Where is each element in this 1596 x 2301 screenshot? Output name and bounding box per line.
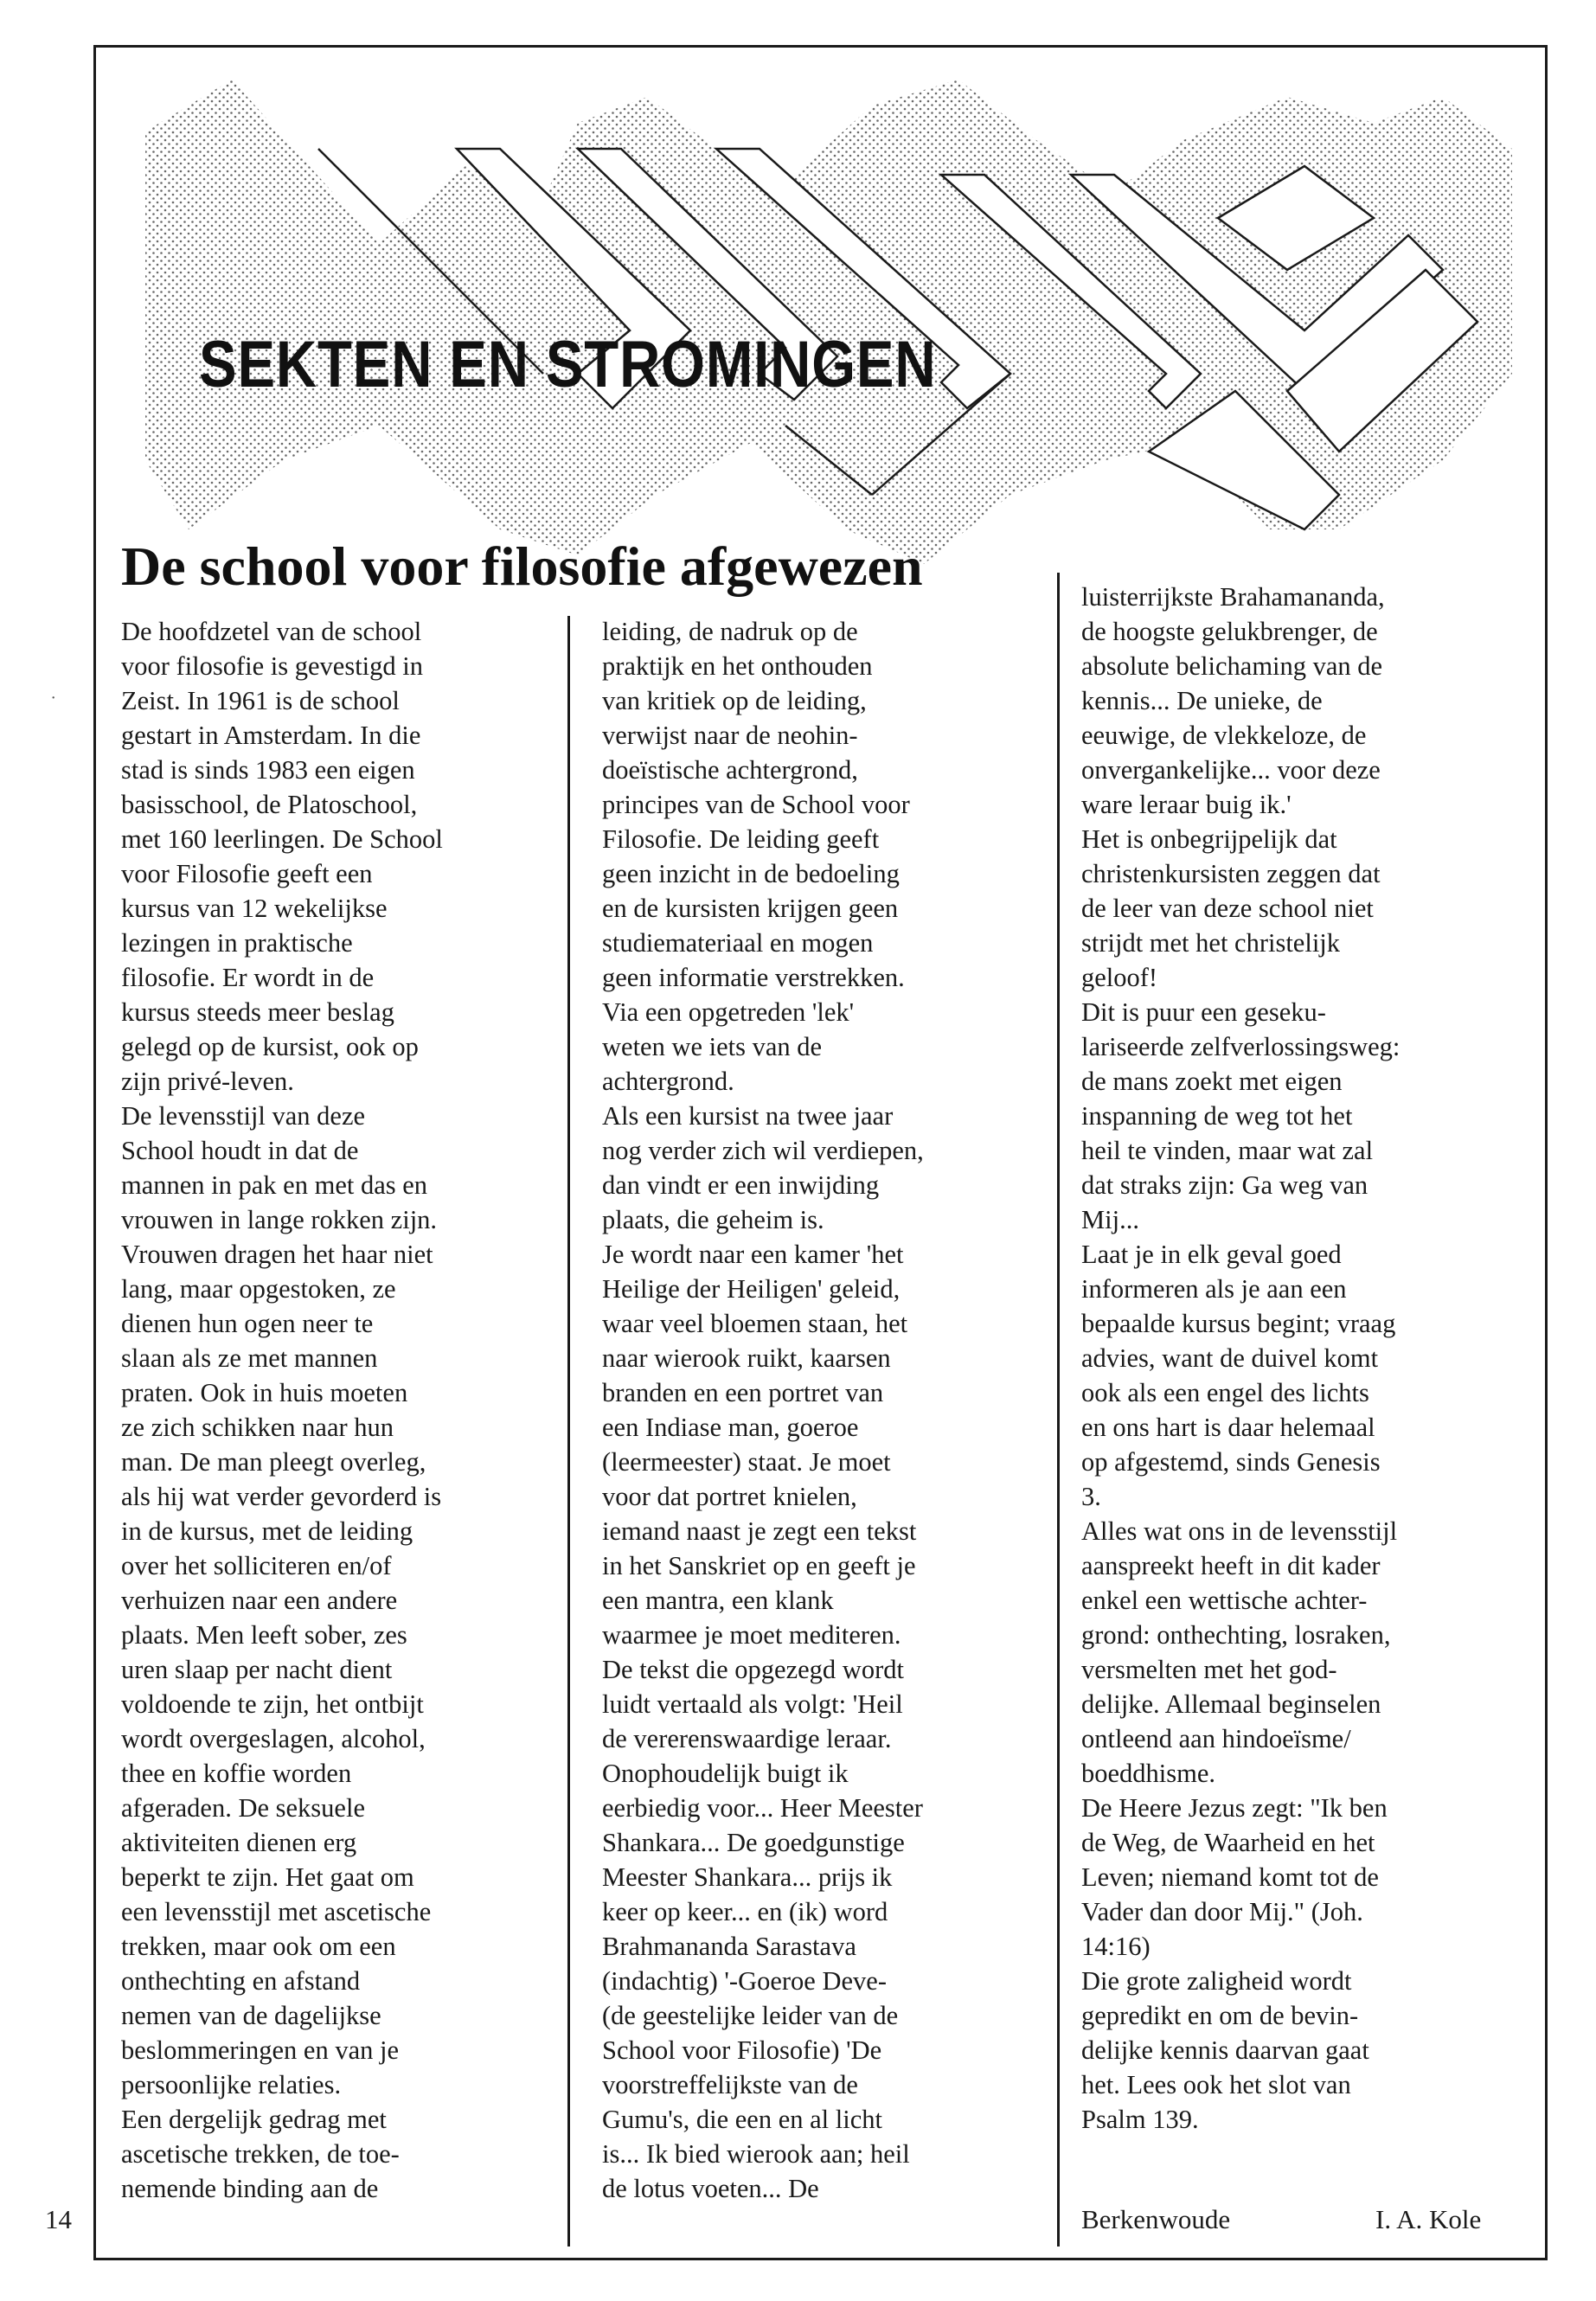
text-line: eeuwige, de vlekkeloze, de: [1081, 721, 1367, 750]
section-title: SEKTEN EN STROMINGEN: [199, 328, 937, 401]
text-line: (de geestelijke leider van de: [602, 2001, 899, 2030]
text-line: Shankara... De goedgunstige: [602, 1828, 905, 1857]
text-line: basisschool, de Platoschool,: [121, 790, 418, 819]
text-line: aktiviteiten dienen erg: [121, 1828, 357, 1857]
text-line: slaan als ze met mannen: [121, 1343, 378, 1373]
text-line: waarmee je moet mediteren.: [602, 1620, 901, 1650]
text-line: Die grote zaligheid wordt: [1081, 1966, 1352, 1996]
text-line: Psalm 139.: [1081, 2105, 1199, 2134]
text-line: ascetische trekken, de toe-: [121, 2139, 400, 2169]
text-line: informeren als je aan een: [1081, 1274, 1347, 1304]
text-line: grond: onthechting, losraken,: [1081, 1620, 1391, 1650]
column-divider: [1057, 573, 1060, 2247]
text-line: in de kursus, met de leiding: [121, 1516, 413, 1546]
text-line: Het is onbegrijpelijk dat: [1081, 824, 1337, 854]
text-line: advies, want de duivel komt: [1081, 1343, 1379, 1373]
text-line: onthechting en afstand: [121, 1966, 361, 1996]
text-line: vrouwen in lange rokken zijn.: [121, 1205, 438, 1234]
text-line: de vererenswaardige leraar.: [602, 1724, 892, 1753]
text-line: delijke kennis daarvan gaat: [1081, 2035, 1369, 2065]
text-line: ze zich schikken naar hun: [121, 1413, 394, 1442]
text-line: lezingen in praktische: [121, 928, 353, 958]
text-line: inspanning de weg tot het: [1081, 1101, 1353, 1131]
text-line: en de kursisten krijgen geen: [602, 894, 899, 923]
text-line: geen inzicht in de bedoeling: [602, 859, 900, 888]
text-line: De tekst die opgezegd wordt: [602, 1655, 904, 1684]
text-line: kursus van 12 wekelijkse: [121, 894, 388, 923]
text-line: de hoogste gelukbrenger, de: [1081, 617, 1378, 646]
text-line: enkel een wettische achter-: [1081, 1586, 1368, 1615]
text-line: een mantra, een klank: [602, 1586, 834, 1615]
text-line: afgeraden. De seksuele: [121, 1793, 365, 1823]
text-line: eerbiedig voor... Heer Meester: [602, 1793, 923, 1823]
text-line: Vader dan door Mij." (Joh.: [1081, 1897, 1363, 1926]
text-line: voorstreffelijkste van de: [602, 2070, 858, 2099]
text-line: luidt vertaald als volgt: 'Heil: [602, 1689, 903, 1719]
text-line: Alles wat ons in de levensstijl: [1081, 1516, 1398, 1546]
text-line: verhuizen naar een andere: [121, 1586, 398, 1615]
text-line: heil te vinden, maar wat zal: [1081, 1136, 1374, 1165]
text-line: voor filosofie is gevestigd in: [121, 651, 424, 681]
text-line: over het solliciteren en/of: [121, 1551, 392, 1580]
text-line: kursus steeds meer beslag: [121, 997, 394, 1027]
text-line: ware leraar buig ik.': [1081, 790, 1292, 819]
text-line: geloof!: [1081, 963, 1158, 992]
column-divider: [567, 616, 570, 2247]
text-line: studiemateriaal en mogen: [602, 928, 874, 958]
text-line: Een dergelijk gedrag met: [121, 2105, 387, 2134]
text-line: Meester Shankara... prijs ik: [602, 1862, 893, 1892]
text-line: Je wordt naar een kamer 'het: [602, 1240, 904, 1269]
text-line: doeïstische achtergrond,: [602, 755, 858, 785]
text-line: nemen van de dagelijkse: [121, 2001, 381, 2030]
signature-author: I. A. Kole: [1375, 2204, 1482, 2234]
text-line: Leven; niemand komt tot de: [1081, 1862, 1379, 1892]
text-line: De hoofdzetel van de school: [121, 617, 422, 646]
text-line: Via een opgetreden 'lek': [602, 997, 855, 1027]
text-line: nemende binding aan de: [121, 2174, 379, 2203]
text-line: voldoende te zijn, het ontbijt: [121, 1689, 424, 1719]
text-line: de Weg, de Waarheid en het: [1081, 1828, 1375, 1857]
text-line: 3.: [1081, 1482, 1101, 1511]
text-line: als hij wat verder gevorderd is: [121, 1482, 442, 1511]
page-number: 14: [45, 2204, 72, 2234]
text-line: branden en een portret van: [602, 1378, 884, 1407]
text-line: lariseerde zelfverlossingsweg:: [1081, 1032, 1401, 1061]
text-line: Onophoudelijk buigt ik: [602, 1759, 849, 1788]
signature-place: Berkenwoude: [1081, 2204, 1231, 2234]
text-line: voor dat portret knielen,: [602, 1482, 857, 1511]
text-line: in het Sanskriet op en geeft je: [602, 1551, 916, 1580]
text-line: verwijst naar de neohin-: [602, 721, 858, 750]
text-line: dat straks zijn: Ga weg van: [1081, 1170, 1368, 1200]
text-line: is... Ik bied wierook aan; heil: [602, 2139, 910, 2169]
text-line: mannen in pak en met das en: [121, 1170, 428, 1200]
text-line: Gumu's, die een en al licht: [602, 2105, 882, 2134]
text-line: gepredikt en om de bevin-: [1081, 2001, 1359, 2030]
text-line: strijdt met het christelijk: [1081, 928, 1341, 958]
text-line: ook als een engel des lichts: [1081, 1378, 1369, 1407]
text-line: leiding, de nadruk op de: [602, 617, 858, 646]
margin-mark: ˙: [50, 692, 57, 714]
text-line: een Indiase man, goeroe: [602, 1413, 859, 1442]
text-line: De levensstijl van deze: [121, 1101, 366, 1131]
text-line: dan vindt er een inwijding: [602, 1170, 880, 1200]
text-line: de leer van deze school niet: [1081, 894, 1374, 923]
text-line: voor Filosofie geeft een: [121, 859, 373, 888]
article-column-3: [1081, 580, 1522, 2137]
text-line: luisterrijkste Brahamananda,: [1081, 582, 1385, 612]
text-line: naar wierook ruikt, kaarsen: [602, 1343, 891, 1373]
text-line: van kritiek op de leiding,: [602, 686, 867, 715]
article-column-1: [121, 614, 554, 2206]
text-line: het. Lees ook het slot van: [1081, 2070, 1351, 2099]
text-line: een levensstijl met ascetische: [121, 1897, 432, 1926]
text-line: christenkursisten zeggen dat: [1081, 859, 1381, 888]
text-line: nog verder zich wil verdiepen,: [602, 1136, 924, 1165]
text-line: persoonlijke relaties.: [121, 2070, 342, 2099]
text-line: Heilige der Heiligen' geleid,: [602, 1274, 901, 1304]
text-line: op afgestemd, sinds Genesis: [1081, 1447, 1381, 1477]
text-line: Laat je in elk geval goed: [1081, 1240, 1342, 1269]
text-line: praktijk en het onthouden: [602, 651, 873, 681]
text-line: bepaalde kursus begint; vraag: [1081, 1309, 1396, 1338]
text-line: aanspreekt heeft in dit kader: [1081, 1551, 1381, 1580]
text-line: stad is sinds 1983 een eigen: [121, 755, 415, 785]
text-line: ontleend aan hindoeïsme/: [1081, 1724, 1351, 1753]
text-line: de lotus voeten... De: [602, 2174, 819, 2203]
text-line: onvergankelijke... voor deze: [1081, 755, 1381, 785]
text-line: waar veel bloemen staan, het: [602, 1309, 908, 1338]
header-banner-graphic: [93, 45, 1548, 581]
text-line: (leermeester) staat. Je moet: [602, 1447, 891, 1477]
text-line: gelegd op de kursist, ook op: [121, 1032, 419, 1061]
text-line: uren slaap per nacht dient: [121, 1655, 393, 1684]
text-line: Dit is puur een geseku-: [1081, 997, 1326, 1027]
text-line: gestart in Amsterdam. In die: [121, 721, 421, 750]
text-line: met 160 leerlingen. De School: [121, 824, 443, 854]
text-line: School houdt in dat de: [121, 1136, 359, 1165]
text-line: 14:16): [1081, 1932, 1151, 1961]
text-line: plaats, die geheim is.: [602, 1205, 824, 1234]
text-line: absolute belichaming van de: [1081, 651, 1383, 681]
text-line: Als een kursist na twee jaar: [602, 1101, 894, 1131]
text-line: Vrouwen dragen het haar niet: [121, 1240, 433, 1269]
text-line: principes van de School voor: [602, 790, 910, 819]
text-line: weten we iets van de: [602, 1032, 823, 1061]
text-line: achtergrond.: [602, 1067, 734, 1096]
text-line: keer op keer... en (ik) word: [602, 1897, 888, 1926]
text-line: en ons hart is daar helemaal: [1081, 1413, 1375, 1442]
article-title: De school voor filosofie afgewezen: [121, 535, 923, 597]
text-line: trekken, maar ook om een: [121, 1932, 396, 1961]
text-line: Filosofie. De leiding geeft: [602, 824, 880, 854]
text-line: wordt overgeslagen, alcohol,: [121, 1724, 426, 1753]
text-line: Brahmananda Sarastava: [602, 1932, 856, 1961]
text-line: kennis... De unieke, de: [1081, 686, 1323, 715]
text-line: geen informatie verstrekken.: [602, 963, 905, 992]
text-line: Mij...: [1081, 1205, 1139, 1234]
text-line: beslommeringen en van je: [121, 2035, 399, 2065]
text-line: dienen hun ogen neer te: [121, 1309, 374, 1338]
article-column-2: [602, 614, 1035, 2206]
text-line: versmelten met het god-: [1081, 1655, 1337, 1684]
text-line: man. De man pleegt overleg,: [121, 1447, 426, 1477]
text-line: boeddhisme.: [1081, 1759, 1216, 1788]
text-line: thee en koffie worden: [121, 1759, 352, 1788]
text-line: De Heere Jezus zegt: "Ik ben: [1081, 1793, 1388, 1823]
text-line: iemand naast je zegt een tekst: [602, 1516, 917, 1546]
text-line: de mans zoekt met eigen: [1081, 1067, 1343, 1096]
text-line: School voor Filosofie) 'De: [602, 2035, 882, 2065]
text-line: Zeist. In 1961 is de school: [121, 686, 400, 715]
text-line: (indachtig) '-Goeroe Deve-: [602, 1966, 887, 1996]
text-line: praten. Ook in huis moeten: [121, 1378, 408, 1407]
text-line: beperkt te zijn. Het gaat om: [121, 1862, 414, 1892]
text-line: delijke. Allemaal beginselen: [1081, 1689, 1381, 1719]
text-line: plaats. Men leeft sober, zes: [121, 1620, 407, 1650]
text-line: lang, maar opgestoken, ze: [121, 1274, 396, 1304]
text-line: zijn privé-leven.: [121, 1067, 294, 1096]
text-line: filosofie. Er wordt in de: [121, 963, 375, 992]
